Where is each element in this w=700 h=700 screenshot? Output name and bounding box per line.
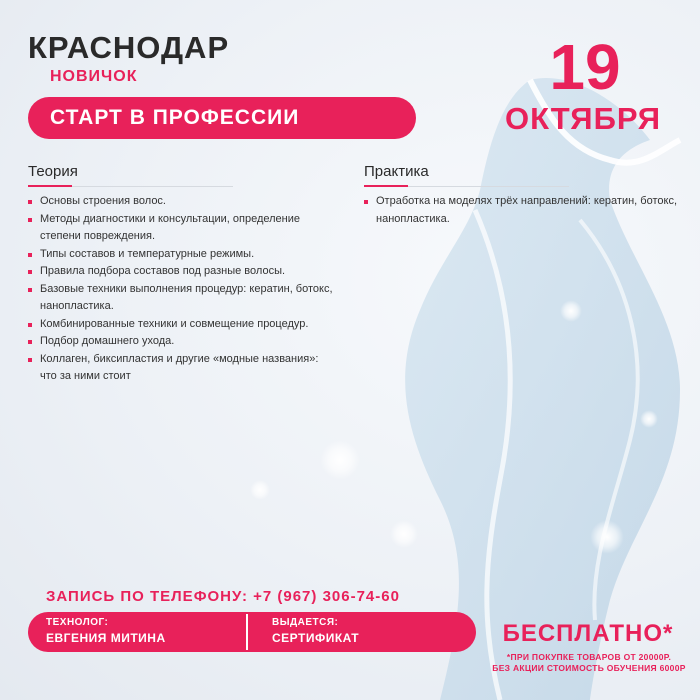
level-label: НОВИЧОК [50, 68, 138, 85]
issued-value: СЕРТИФИКАТ [272, 631, 360, 645]
sparkle [590, 520, 624, 554]
free-price: БЕСПЛАТНО* [502, 620, 674, 647]
sparkle [560, 300, 582, 322]
course-title-banner: СТАРТ В ПРОФЕССИИ [28, 97, 416, 139]
list-item: Коллаген, биксипластия и другие «модные названия»: что за ними стоит [28, 351, 338, 386]
date-month: ОКТЯБРЯ [504, 101, 662, 136]
list-item: Комбинированные техники и совмещение процедур. [28, 316, 338, 334]
date-day: 19 [549, 31, 621, 103]
practice-title: Практика [364, 163, 429, 180]
tech-value: ЕВГЕНИЯ МИТИНА [46, 631, 166, 645]
woman-silhouette-illustration [380, 60, 700, 700]
phone-line[interactable]: ЗАПИСЬ ПО ТЕЛЕФОНУ: +7 (967) 306-74-60 [46, 588, 400, 605]
list-item: Базовые техники выполнения процедур: кератин, ботокс, нанопластика. [28, 281, 338, 316]
sparkle [640, 410, 658, 428]
sparkle [320, 440, 360, 480]
issued-label: ВЫДАЕТСЯ: [272, 617, 339, 628]
theory-title: Теория [28, 163, 78, 180]
theory-underline [28, 186, 233, 187]
info-divider [246, 614, 248, 650]
list-item: Правила подбора составов под разные волосы. [28, 263, 338, 281]
list-item: Основы строения волос. [28, 193, 338, 211]
list-item: Методы диагностики и консультации, определение степени повреждения. [28, 211, 338, 246]
sparkle [250, 480, 270, 500]
practice-list [364, 193, 679, 228]
list-item: Типы составов и температурные режимы. [28, 246, 338, 264]
practice-underline [364, 186, 569, 187]
theory-list [28, 193, 338, 386]
promo-note: БЕЗ АКЦИИ СТОИМОСТЬ ОБУЧЕНИЯ 6000Р [492, 663, 686, 673]
list-item: Подбор домашнего ухода. [28, 333, 338, 351]
sparkle [390, 520, 418, 548]
promo-note: *ПРИ ПОКУПКЕ ТОВАРОВ ОТ 20000Р. [506, 652, 672, 662]
tech-label: ТЕХНОЛОГ: [46, 617, 109, 628]
list-item: Отработка на моделях трёх направлений: кератин, ботокс, нанопластика. [364, 193, 679, 228]
city-title: КРАСНОДАР [28, 30, 230, 65]
